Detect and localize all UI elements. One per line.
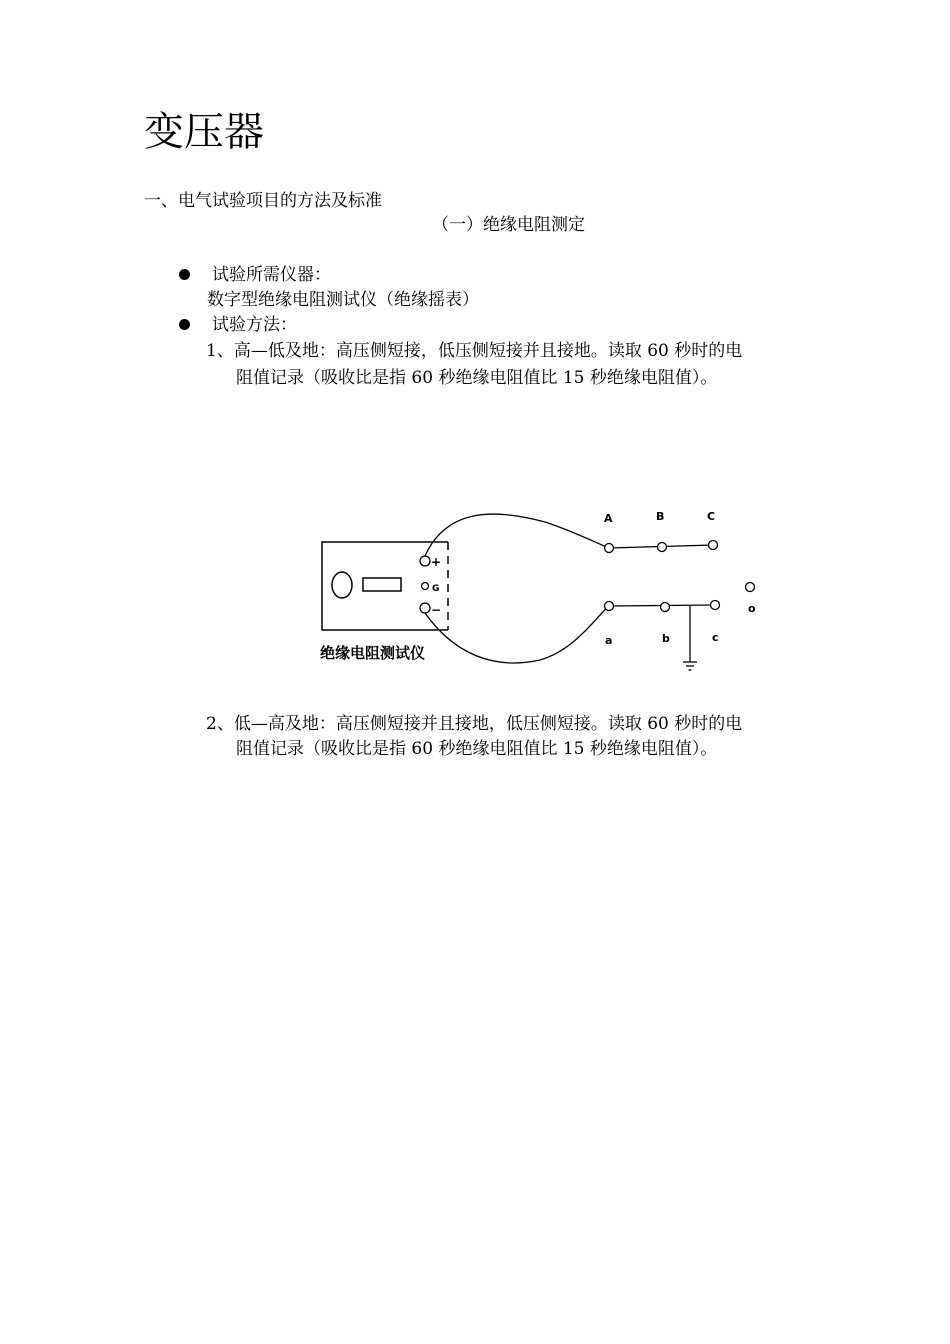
lv-label-b: b	[662, 632, 670, 645]
bullet-instrument-label: 试验所需仪器：	[212, 265, 331, 285]
terminal-b-node	[661, 603, 670, 612]
lead-wire-low	[425, 606, 609, 663]
hv-label-B: B	[656, 510, 665, 523]
step-2-line-2: 阻值记录（吸收比是指 60 秒绝缘电阻值比 15 秒绝缘电阻值）。	[236, 739, 718, 759]
terminal-neutral-node	[746, 583, 755, 592]
terminal-minus-node	[420, 603, 430, 613]
wiring-diagram	[300, 500, 780, 680]
page-title: 变压器	[144, 109, 264, 155]
ground-symbol	[683, 606, 697, 670]
terminal-g-label: G	[432, 584, 440, 594]
lv-label-c: c	[712, 631, 719, 644]
terminal-A-node	[605, 544, 614, 553]
hv-label-A: A	[604, 512, 613, 525]
terminal-g-node	[422, 583, 429, 590]
terminal-minus-label: −	[431, 603, 442, 617]
section-heading: 一、电气试验项目的方法及标准	[144, 191, 382, 211]
step-1-line-1: 1、高—低及地：高压侧短接，低压侧短接并且接地。读取 60 秒时的电	[206, 341, 743, 361]
hv-label-C: C	[707, 510, 716, 523]
terminal-C-node	[709, 541, 718, 550]
terminal-plus-label: +	[431, 555, 442, 569]
meter-display	[363, 578, 401, 591]
subsection-heading: （一）绝缘电阻测定	[432, 215, 585, 235]
bullet-dot	[179, 269, 190, 280]
step-1-line-2: 阻值记录（吸收比是指 60 秒绝缘电阻值比 15 秒绝缘电阻值）。	[236, 368, 718, 388]
terminal-c-node	[711, 601, 720, 610]
neutral-label: o	[748, 602, 756, 615]
bullet-instrument-detail: 数字型绝缘电阻测试仪（绝缘摇表）	[207, 290, 479, 310]
lv-label-a: a	[605, 634, 613, 647]
terminal-plus-node	[420, 556, 430, 566]
instrument-label: 绝缘电阻测试仪	[320, 644, 426, 662]
meter-dial	[332, 572, 352, 598]
step-2-line-1: 2、低—高及地：高压侧短接并且接地，低压侧短接。读取 60 秒时的电	[206, 714, 743, 734]
bullet-dot	[179, 319, 190, 330]
bullet-method-label: 试验方法：	[212, 315, 297, 335]
lead-wire-high	[425, 514, 609, 556]
terminal-a-node	[605, 602, 614, 611]
terminal-B-node	[658, 543, 667, 552]
